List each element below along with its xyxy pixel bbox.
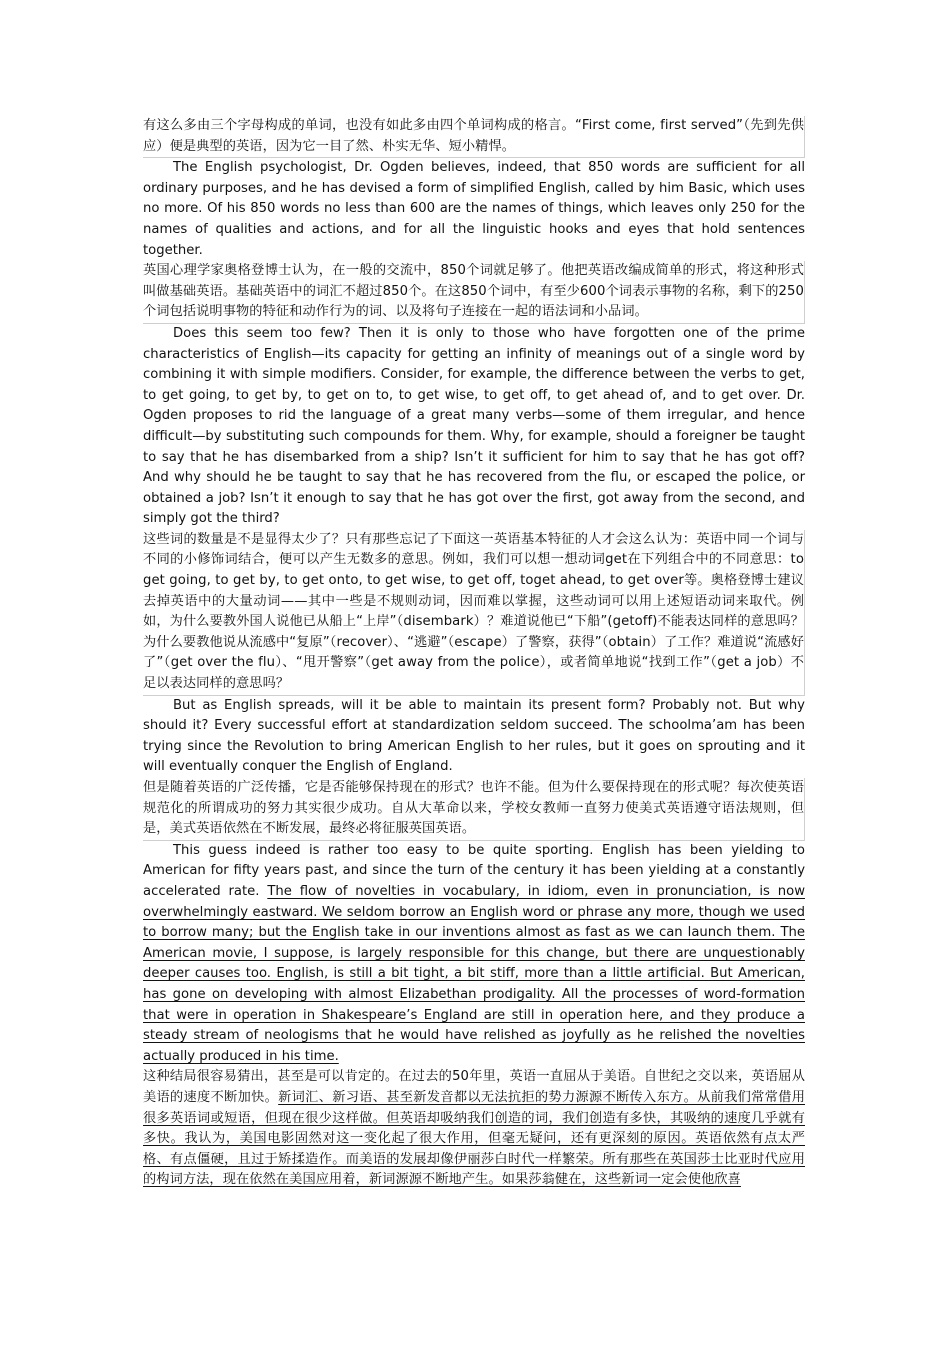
section-american-english — [143, 841, 805, 1191]
yielding-zh-plain: 这种结局很容易猜出，甚至是可以肯定的。在过去的50年里，英语一直屈从于美语。自世纪之交以来，英语屈从美语的速度不断加快。 — [143, 1069, 805, 1105]
yielding-en-underlined: The flow of novelties in vocabulary, in idiom, even in pronunciation, is now overwhelmingly eastward. We seldom borrow an English word or phrase any more, though we used to borrow many; but the English take in our inventions almost as fast as we can launch them. The American movie, I suppose, is largely responsible for this change, but there are unquestionably deeper causes too. English, is still a bit tight, a bit stiff, more than a little artificial. But American, has gone on developing with almost Elizabethan prodigality. All the processes of word-formation that were in operation in Shakespeare’s England are still in operation here, and they produce a steady stream of neologisms that he would have relished as joyfully as he relished the novelties actually produced in his time. — [143, 883, 805, 1064]
paragraph-yielding-en — [143, 841, 805, 1068]
paragraph-spreads-en: But as English spreads, will it be able to maintain its present form? Probably not. But why should it? Every successful effort at standardization seldom succeed. The schoolma’am has been trying since the Revolution to bring American English to her rules, but it goes on sprouting and it will eventually conquer the English of England. — [143, 697, 805, 775]
section-english-spreads — [143, 696, 805, 841]
section-prime-characteristics — [143, 324, 805, 696]
paragraph-ogden-en: The English psychologist, Dr. Ogden believes, indeed, that 850 words are sufficient for all ordinary purposes, and he has devised a form of simplified English, called by him Basic, which uses no more. Of his 850 words no less than 600 are the names of things, which leaves only 250 for the names of qualities and actions, and for all the linguistic hooks and eyes that hold sentences together. — [143, 160, 805, 258]
section-basic-english — [143, 158, 805, 324]
paragraph-yielding-zh — [143, 1067, 805, 1191]
paragraph-spreads-zh: 但是随着英语的广泛传播，它是否能够保持现在的形式？也许不能。但为什么要保持现在的形式呢？每次使英语规范化的所谓成功的努力其实很少成功。自从大革命以来，学校女教师一直努力使美式英语遵守语法规则，但是，美式英语依然在不断发展，最终必将征服英国英语。 — [143, 778, 805, 841]
intro-paragraph-zh: 有这么多由三个字母构成的单词，也没有如此多由四个单词构成的格言。“First come, first served”（先到先供应）便是典型的英语，因为它一目了然、朴实无华、短小精悍。 — [143, 116, 805, 158]
paragraph-get-verbs-en: Does this seem too few? Then it is only to those who have forgotten one of the prime characteristics of English—its capacity for getting an infinity of meanings out of a single word by combining it with simple modifiers. Consider, for example, the difference between the verbs to get, to get going, to get by, to get on to, to get wise, to get off, to get ahead of, and to get over. Dr. Ogden proposes to rid the language of a great many verbs—some of them irregular, and hence difficult—by substituting such compounds for them. Why, for example, should a foreigner be taught to say that he has disembarked from a ship? Isn’t it sufficient for him to say that he has got off? And why should he be taught to say that he has recovered from the flu, or escaped the police, or obtained a job? Isn’t it enough to say that he has got over the first, got away from the second, and simply got the third? — [143, 325, 805, 527]
paragraph-ogden-zh: 英国心理学家奥格登博士认为，在一般的交流中，850个词就足够了。他把英语改编成简单的形式，将这种形式叫做基础英语。基础英语中的词汇不超过850个。在这850个词中，有至少600个词表示事物的名称，剩下的250个词包括说明事物的特征和动作行为的词、以及将句子连接在一起的语法词和小品词。 — [143, 261, 805, 324]
paragraph-get-verbs-zh: 这些词的数量是不是显得太少了？只有那些忘记了下面这一英语基本特征的人才会这么认为：英语中同一个词与不同的小修饰词结合，便可以产生无数多的意思。例如，我们可以想一想动词get在下列组合中的不同意思：to get going, to get by, to get onto, to get wise, to get off, toget ahead, to get over等。奥格登博士建议去掉英语中的大量动词——其中一些是不规则动词，因而难以掌握，这些动词可以用上述短语动词来取代。例如，为什么要教外国人说他已从船上“上岸”（disembark）？难道说他已“下船”(getoff)不能表达同样的意思吗？为什么要教他说从流感中“复原”（recover）、“逃避”（escape）了警察，获得”（obtain）了工作？难道说“流感好了”（get over the flu）、“甩开警察”（get away from the police），或者简单地说“找到工作”（get a job）不足以表达同样的意思吗？ — [143, 530, 805, 696]
document-page — [143, 116, 805, 1191]
yielding-en-plain: This guess indeed is rather too easy to be quite sporting. English has been yielding to American for fifty years past, and since the turn of the century it has been yielding at a constantly accelerated rate. — [143, 842, 805, 899]
yielding-zh-ruled: 新词汇、新习语、甚至新发音都以无法抗拒的势力源源不断传入东方。从前我们常常借用很多英语词或短语，但现在很少这样做。但英语却吸纳我们创造的词，我们创造有多快，其吸纳的速度几乎就有多快。我认为，美国电影固然对这一变化起了很大作用，但毫无疑问，还有更深刻的原因。英语依然有点太严格、有点僵硬，且过于矫揉造作。而美语的发展却像伊丽莎白时代一样繁荣。所有那些在英国莎士比亚时代应用的构词方法，现在依然在美国应用着，新词源源不断地产生。如果莎翁健在，这些新词一定会使他欣喜 — [143, 1089, 805, 1188]
